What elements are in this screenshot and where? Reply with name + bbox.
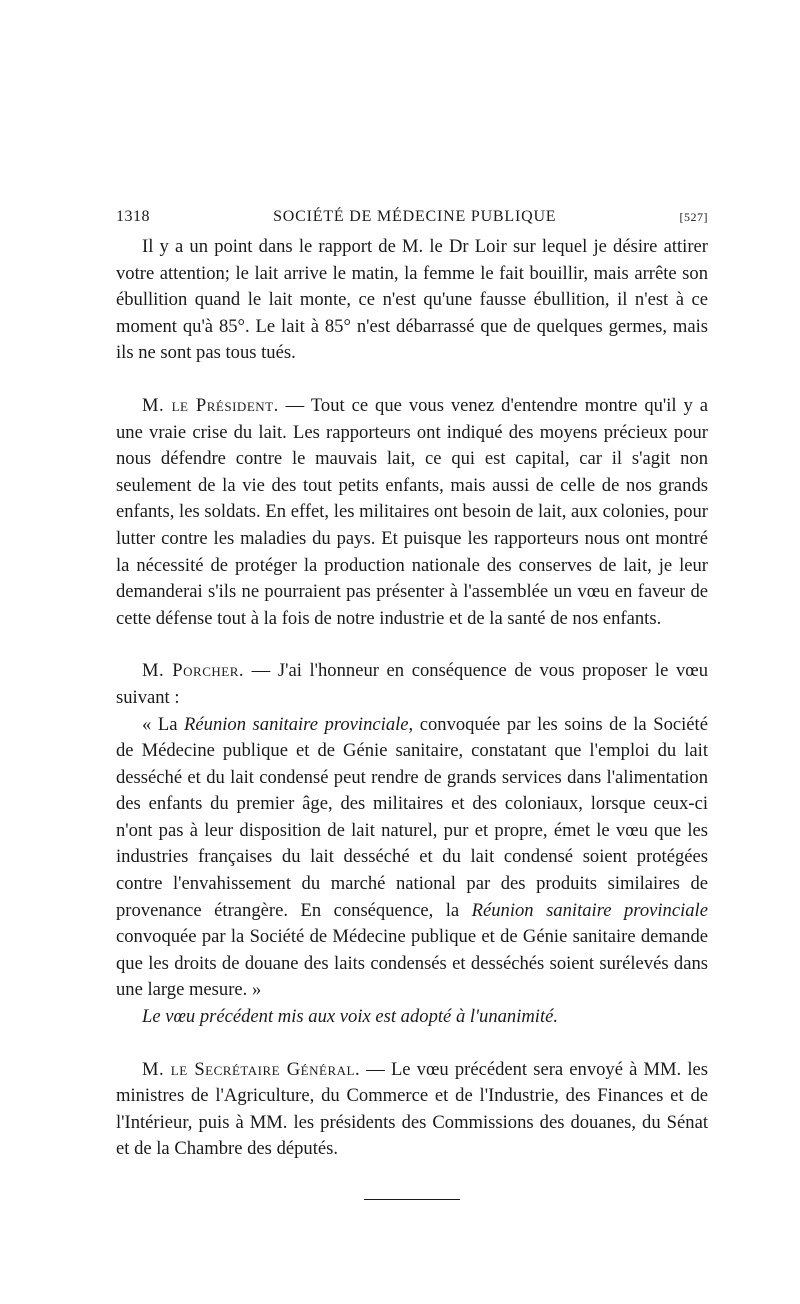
quote-open: « La <box>142 713 185 735</box>
speaker-name: M. Porcher. <box>142 660 245 682</box>
speaker-name: M. le Président. <box>142 394 279 416</box>
paragraph-gap <box>116 632 708 658</box>
document-page <box>116 208 708 1200</box>
resolution-text: , convoquée par les soins de la Société de Médecine publique et de Génie sanitaire, constatant que l'emploi du lait desséché et du lait condensé peut rendre de grands services dans l'alimentation des enfants du premier âge, des militaires et des coloniaux, lorsque ceux-ci n'ont pas à leur disposition de lait naturel, pur et propre, émet le vœu que les industries françaises du lait desséché et du lait condensé soient protégées contre l'envahissement du marché national par des produits similaires de provenance étrangère. En conséquence, la <box>116 713 708 921</box>
page-reference: [527] <box>679 210 708 224</box>
paragraph-secretary <box>116 1057 708 1163</box>
paragraph-president <box>116 393 708 632</box>
paragraph-porcher <box>116 658 708 711</box>
page-header <box>116 208 708 226</box>
running-title: SOCIÉTÉ DE MÉDECINE PUBLIQUE <box>273 208 557 225</box>
speech-text: — Tout ce que vous venez d'entendre montre qu'il y a une vraie crise du lait. Les rapporteurs ont indiqué des moyens précieux pour nous défendre contre le mauvais lait, ce qui est capital, car il s'agit non seulement de la vie des tout petits enfants, mais aussi de celle de nos grands enfants, les soldats. En effet, les militaires ont besoin de lait, aux colonies, pour lutter contre les maladies du pays. Et puisque les rapporteurs nous ont montré la nécessité de protéger la production nationale des conserves de lait, je leur demanderai s'ils ne pourraient pas présenter à l'assemblée un vœu en faveur de cette défense tout à la fois de notre industrie et de la santé de nos enfants. <box>116 394 709 629</box>
speech-text: — J'ai l'honneur en conséquence de vous proposer le vœu suivant : <box>116 660 708 708</box>
paragraph-gap <box>116 367 708 393</box>
resolution-text: convoquée par la Société de Médecine publique et de Génie sanitaire demande que les droits de douane des laits condensés et desséchés soient surélevés dans une large mesure. » <box>116 926 708 1001</box>
paragraph-boiling-milk: Il y a un point dans le rapport de M. le Dr Loir sur lequel je désire attirer votre attention; le lait arrive le matin, la femme le fait bouillir, mais arrête son ébullition quand le lait monte, ce n'est qu'une fausse ébullition, il n'est à ce moment qu'à 85°. Le lait à 85° n'est débarrassé que de quelques germes, mais ils ne sont pas tous tués. <box>116 236 708 364</box>
paragraph-vote-result: Le vœu précédent mis aux voix est adopté à l'unanimité. <box>142 1006 559 1028</box>
speech-text: — Le vœu précédent sera envoyé à MM. les ministres de l'Agriculture, du Commerce et de l'Industrie, des Finances et de l'Intérieur, puis à MM. les présidents des Commissions des douanes, du Sénat et de la Chambre des députés. <box>116 1058 708 1160</box>
page-number: 1318 <box>116 208 150 225</box>
paragraph-gap <box>116 1031 708 1057</box>
paragraph-resolution <box>116 712 708 1005</box>
italic-term: Réunion sanitaire provinciale <box>184 713 409 735</box>
speaker-name: M. le Secrétaire Général. <box>142 1058 361 1080</box>
end-rule <box>364 1199 460 1200</box>
italic-term: Réunion sanitaire provinciale <box>471 899 708 921</box>
